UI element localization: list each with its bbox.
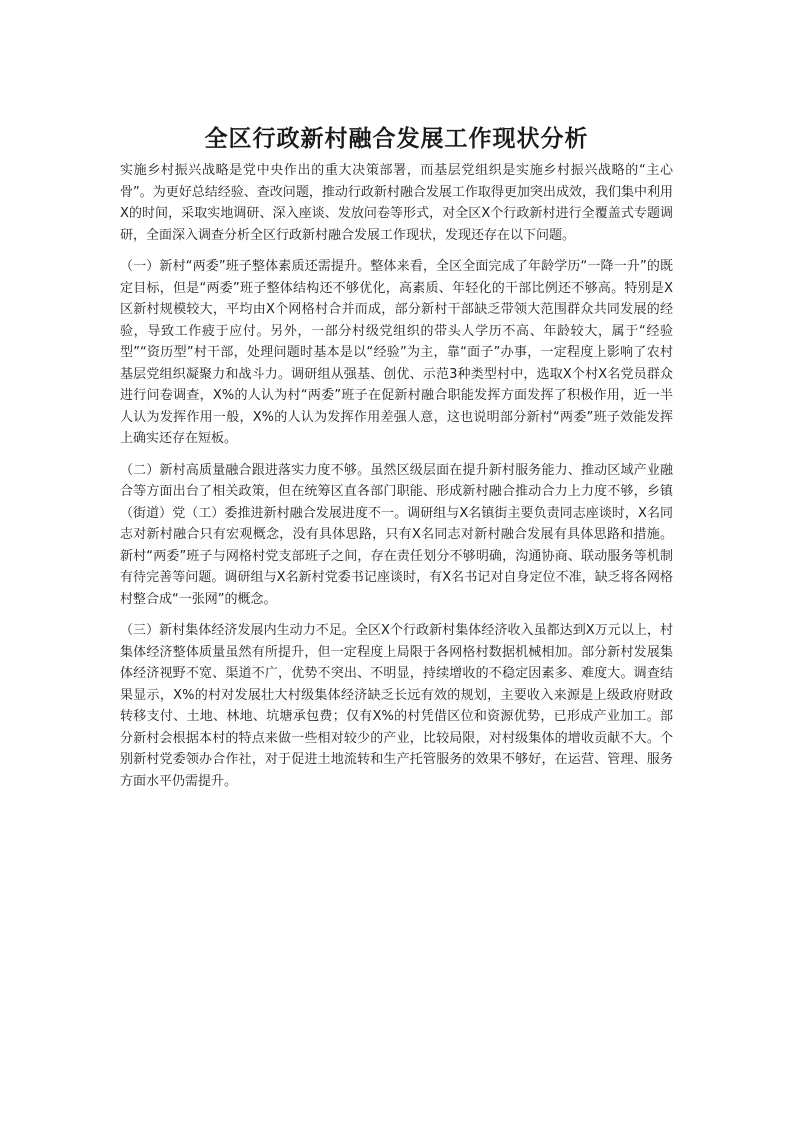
section-three-paragraph: （三）新村集体经济发展内生动力不足。全区X个行政新村集体经济收入虽都达到X万元以上，村集体经济整体质量虽然有所提升，但一定程度上局限于各网格村数据机械相加。部分新村发展集体经济视野不宽、渠道不广，优势不突出、不明显，持续增收的不稳定因素多、难度大。调查结果显示，X%的村对发展壮大村级集体经济缺乏长远有效的规划，主要收入来源是上级政府财政转移支付、土地、林地、坑塘承包费；仅有X%的村凭借区位和资源优势，已形成产业加工。部分新村会根据本村的特点来做一些相对较少的产业，比较局限，对村级集体的增收贡献不大。个别新村党委领办合作社，对于促进土地流转和生产托管服务的效果不够好，在运营、管理、服务方面水平仍需提升。 [120, 623, 673, 789]
section-two-paragraph: （二）新村高质量融合跟进落实力度不够。虽然区级层面在提升新村服务能力、推动区域产业融合等方面出台了相关政策，但在统筹区直各部门职能、形成新村融合推动合力上力度不够，乡镇（街道）党（工）委推进新村融合发展进度不一。调研组与X名镇街主要负责同志座谈时，X名同志对新村融合只有宏观概念，没有具体思路，只有X名同志对新村融合发展有具体思路和措施。新村“两委”班子与网格村党支部班子之间，存在责任划分不够明确，沟通协商、联动服务等机制有待完善等问题。调研组与X名新村党委书记座谈时，有X名书记对自身定位不准，缺乏将各网格村整合成“一张网”的概念。 [120, 462, 673, 607]
section-one-paragraph: （一）新村“两委”班子整体素质还需提升。整体来看，全区全面完成了年龄学历“一降一升”的既定目标，但是“两委”班子整体结构还不够优化，高素质、年轻化的干部比例还不够高。特别是X区新村规模较大，平均由X个网格村合并而成，部分新村干部缺乏带领大范围群众共同发展的经验，导致工作疲于应付。另外，一部分村级党组织的带头人学历不高、年龄较大，属于“经验型”“资历型”村干部，处理问题时基本是以“经验”为主，靠“面子”办事，一定程度上影响了农村基层党组织凝聚力和战斗力。调研组从强基、创优、示范3种类型村中，选取X个村X名党员群众进行问卷调查，X%的人认为村“两委”班子在促新村融合职能发挥方面发挥了积极作用，近一半人认为发挥作用一般，X%的人认为发挥作用差强人意，这也说明部分新村“两委”班子效能发挥上确实还存在短板。 [120, 259, 673, 446]
document-title: 全区行政新村融合发展工作现状分析 [204, 125, 589, 152]
intro-paragraph: 实施乡村振兴战略是党中央作出的重大决策部署，而基层党组织是实施乡村振兴战略的“主心骨”。为更好总结经验、查改问题，推动行政新村融合发展工作取得更加突出成效，我们集中利用X的时间，采取实地调研、深入座谈、发放问卷等形式，对全区X个行政新村进行全覆盖式专题调研，全面深入调查分析全区行政新村融合发展工作现状，发现还存在以下问题。 [120, 163, 673, 243]
document-body [120, 160, 673, 802]
